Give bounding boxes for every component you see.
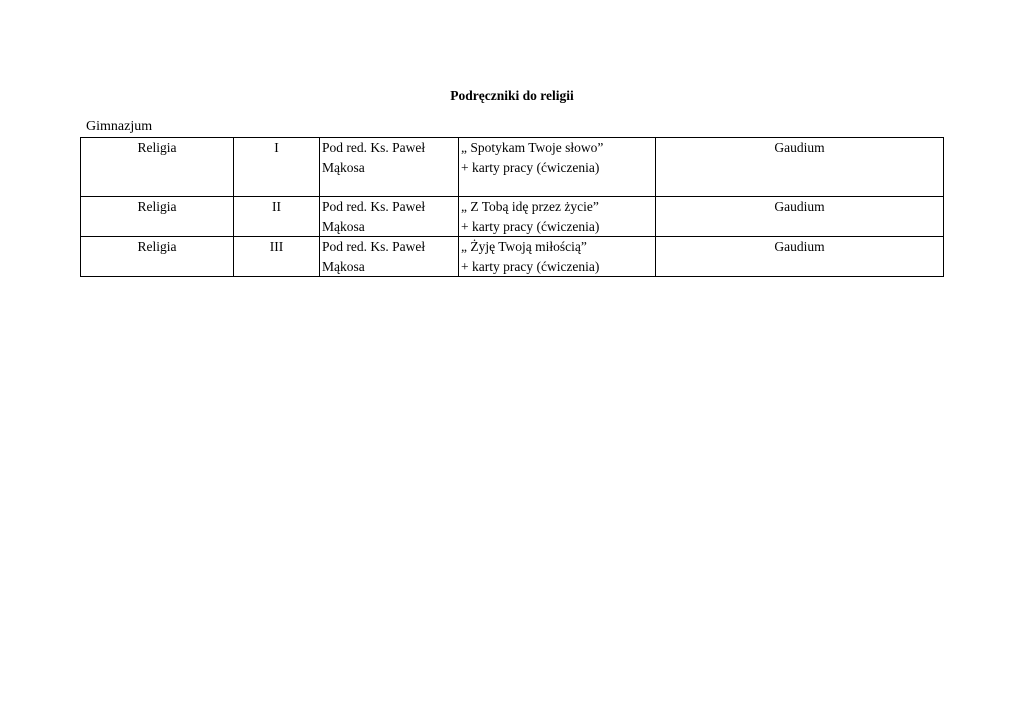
book-title-line: + karty pracy (ćwiczenia) [461,218,600,234]
class-cell: III [234,237,320,277]
section-label: Gimnazjum [86,119,153,134]
table-row [81,138,944,197]
publisher-cell: Gaudium [656,237,944,277]
book-title-line: „ Żyję Twoją miłością” [461,239,587,254]
book-title-line: + karty pracy (ćwiczenia) [461,159,600,175]
author-line: Pod red. Ks. Paweł [322,199,426,214]
author-line: Pod red. Ks. Paweł [322,140,426,155]
author-line: Mąkosa [322,159,365,175]
author-cell [320,237,459,277]
page-title: Podręczniki do religii [450,88,574,103]
publisher-cell: Gaudium [656,138,944,197]
book-title-cell [459,237,656,277]
book-title-line: + karty pracy (ćwiczenia) [461,258,600,274]
subject-cell: Religia [81,197,234,237]
author-line: Mąkosa [322,258,365,274]
class-cell: I [234,138,320,197]
author-cell [320,197,459,237]
book-title-cell [459,138,656,197]
author-cell [320,138,459,197]
author-line: Pod red. Ks. Paweł [322,239,426,254]
class-cell: II [234,197,320,237]
subject-cell: Religia [81,138,234,197]
table-row [81,197,944,237]
book-title-cell [459,197,656,237]
book-title-line: „ Spotykam Twoje słowo” [461,140,604,155]
publisher-cell: Gaudium [656,197,944,237]
book-title-line: „ Z Tobą idę przez życie” [461,199,599,214]
textbook-table [80,137,944,277]
subject-cell: Religia [81,237,234,277]
table-row [81,237,944,277]
author-line: Mąkosa [322,218,365,234]
